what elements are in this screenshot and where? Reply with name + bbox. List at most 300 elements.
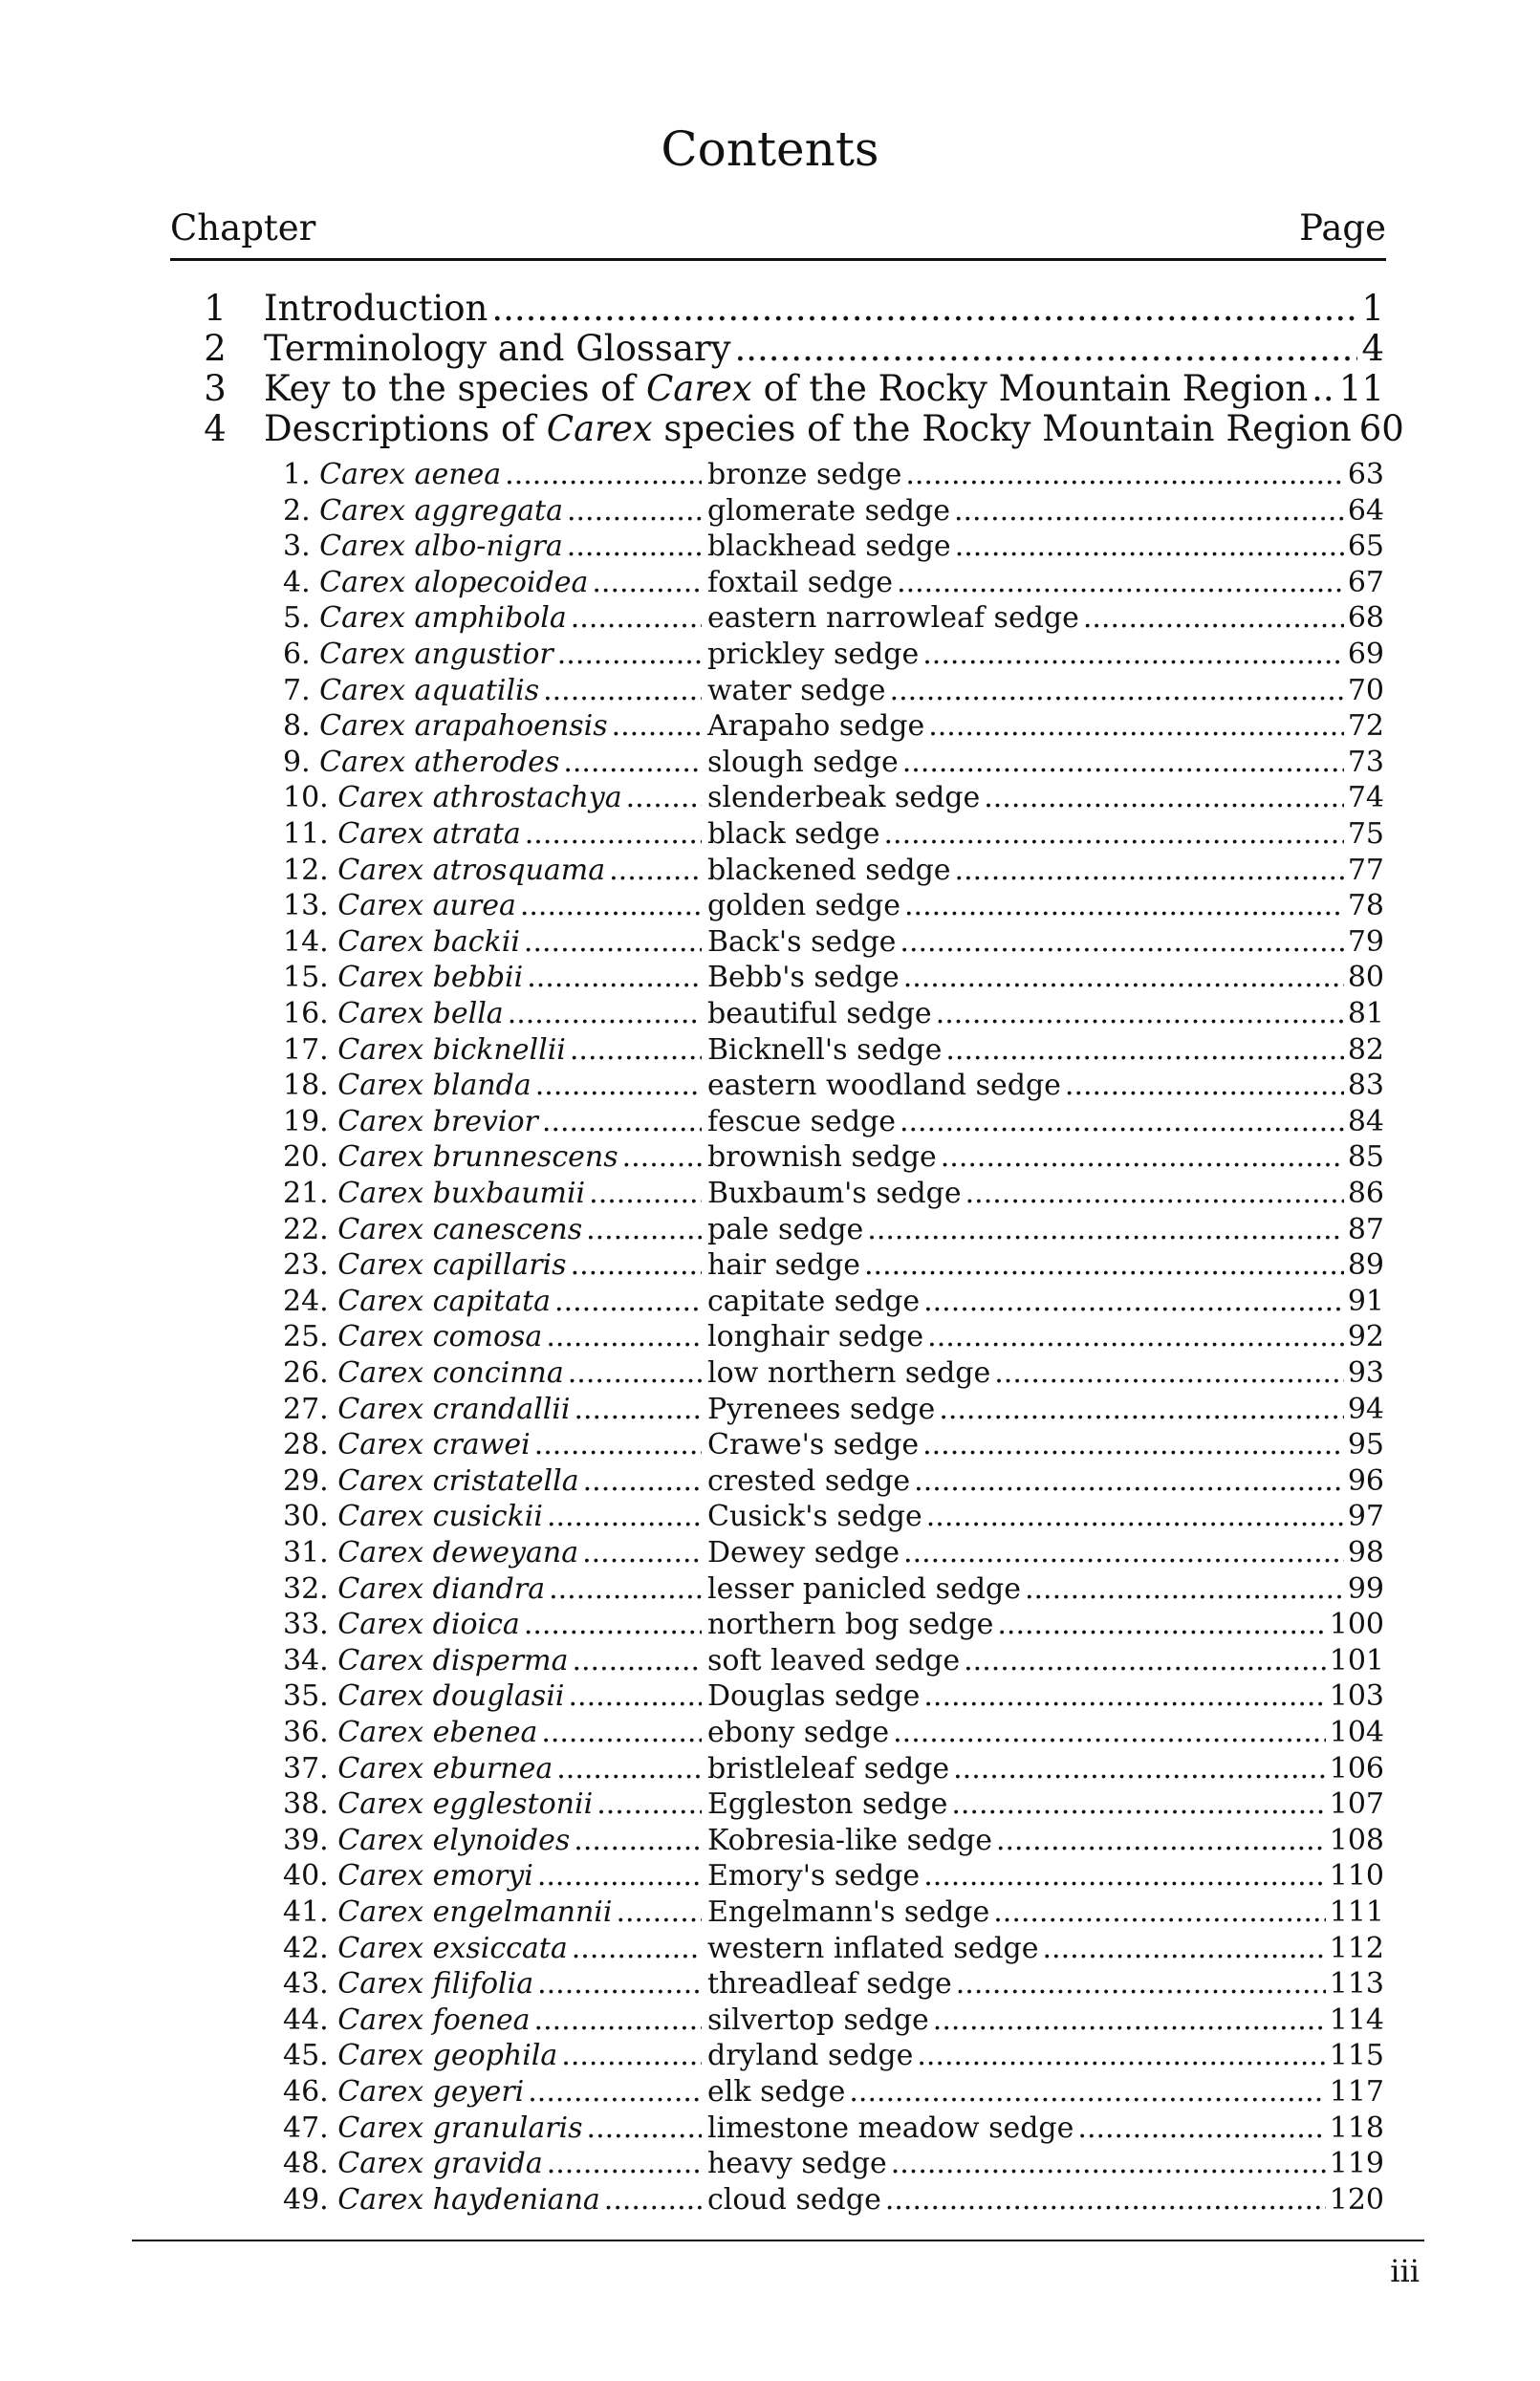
entry-page: 99 — [1347, 1571, 1384, 1606]
scientific-name: Carex aggregata — [319, 493, 563, 528]
entry-number: 35. — [283, 1679, 329, 1714]
dot-leader — [561, 2038, 702, 2074]
dot-leader — [936, 996, 1344, 1032]
scientific-name: Carex haydeniana — [337, 2182, 600, 2217]
entry-page: 86 — [1347, 1177, 1384, 1210]
common-name: limestone meadow sedge — [707, 2110, 1074, 2145]
dot-leader — [951, 1786, 1325, 1823]
chapter-title: Descriptions of Carex species of the Rocky Mountain Region — [264, 408, 1352, 449]
scientific-name: Carex filifolia — [337, 1967, 534, 2002]
entry-page: 117 — [1329, 2075, 1384, 2109]
scientific-name: Carex crawei — [337, 1428, 531, 1462]
dot-leader — [993, 1894, 1325, 1931]
entry-page: 110 — [1329, 1859, 1384, 1894]
dot-leader — [1083, 600, 1344, 637]
species-entry[interactable] — [0, 816, 1540, 853]
common-name: heavy sedge — [707, 2147, 887, 2181]
scientific-name: Carex comosa — [337, 1320, 543, 1354]
species-entry[interactable] — [0, 1355, 1540, 1392]
dot-leader — [927, 1319, 1344, 1355]
common-name: Pyrenees sedge — [707, 1392, 936, 1426]
entry-number: 12. — [283, 853, 329, 887]
scientific-name: Carex arapahoensis — [319, 709, 608, 744]
entry-number: 11. — [283, 817, 329, 851]
dot-leader — [955, 853, 1344, 889]
chapter-row[interactable] — [0, 369, 1540, 409]
species-entry[interactable] — [0, 1535, 1540, 1571]
common-name: low northern sedge — [707, 1356, 991, 1390]
dot-leader — [902, 745, 1344, 781]
dot-leader — [923, 1284, 1344, 1320]
chapter-title: Terminology and Glossary — [264, 328, 731, 369]
species-entry[interactable] — [0, 1499, 1540, 1535]
entry-page: 100 — [1329, 1608, 1384, 1642]
dot-leader — [885, 2182, 1326, 2219]
scientific-name: Carex blanda — [337, 1069, 531, 1103]
entry-page: 84 — [1347, 1104, 1384, 1138]
entry-number: 44. — [283, 2002, 329, 2037]
common-name: eastern woodland sedge — [707, 1069, 1061, 1103]
entry-page: 91 — [1347, 1284, 1384, 1318]
entry-number: 2. — [283, 493, 311, 528]
dot-leader — [922, 637, 1344, 673]
dot-leader — [616, 1894, 702, 1931]
dot-leader — [891, 2146, 1326, 2182]
entry-number: 8. — [283, 709, 311, 744]
scientific-name: Carex atrata — [337, 817, 521, 851]
scientific-name: Carex eburnea — [337, 1751, 553, 1786]
entry-page: 93 — [1347, 1356, 1384, 1390]
entry-page: 118 — [1329, 2110, 1384, 2145]
entry-page: 64 — [1347, 493, 1384, 528]
dot-leader — [571, 1247, 702, 1284]
common-name: golden sedge — [707, 889, 900, 923]
dot-leader — [735, 329, 1358, 369]
entry-page: 85 — [1347, 1140, 1384, 1175]
common-name: Crawe's sedge — [707, 1428, 920, 1462]
species-entry[interactable] — [0, 1678, 1540, 1715]
scientific-name: Carex canescens — [337, 1212, 583, 1246]
scientific-name: Carex deweyana — [337, 1536, 579, 1569]
entry-number: 41. — [283, 1895, 329, 1929]
species-entry[interactable] — [0, 780, 1540, 816]
chapter-title: Introduction — [264, 288, 488, 329]
dot-leader — [571, 600, 702, 637]
species-entry[interactable] — [0, 1284, 1540, 1320]
common-name: Eggleston sedge — [707, 1787, 948, 1822]
entry-number: 16. — [283, 997, 329, 1030]
species-entry[interactable] — [0, 924, 1540, 961]
species-entry[interactable] — [0, 565, 1540, 601]
scientific-name: Carex bebbii — [337, 961, 524, 995]
dot-leader — [563, 745, 702, 781]
footer-rule — [132, 2240, 1424, 2241]
species-entry[interactable] — [0, 1068, 1540, 1104]
entry-page: 77 — [1347, 853, 1384, 887]
entry-number: 40. — [283, 1859, 329, 1894]
common-name: silvertop sedge — [707, 2002, 929, 2037]
species-entry[interactable] — [0, 1643, 1540, 1679]
dot-leader — [534, 1427, 702, 1463]
entry-page: 115 — [1329, 2039, 1384, 2073]
scientific-name: Carex disperma — [337, 1643, 569, 1678]
entry-page: 107 — [1329, 1787, 1384, 1822]
entry-number: 4. — [283, 565, 311, 599]
species-entry[interactable] — [0, 1823, 1540, 1859]
dot-leader — [546, 1319, 702, 1355]
species-entry[interactable] — [0, 1607, 1540, 1643]
dot-leader — [1065, 1068, 1344, 1104]
entry-page: 68 — [1347, 601, 1384, 636]
dot-leader — [505, 457, 702, 493]
entry-number: 17. — [283, 1032, 329, 1067]
entry-number: 45. — [283, 2039, 329, 2073]
common-name: northern bog sedge — [707, 1608, 994, 1642]
entry-number: 14. — [283, 924, 329, 959]
dot-leader — [527, 960, 702, 996]
entry-page: 103 — [1329, 1679, 1384, 1714]
entry-page: 94 — [1347, 1392, 1384, 1426]
dot-leader — [905, 457, 1343, 493]
entry-page: 83 — [1347, 1069, 1384, 1103]
species-entry[interactable] — [0, 493, 1540, 530]
scientific-name: Carex brunnescens — [337, 1140, 618, 1175]
species-entry[interactable] — [0, 1139, 1540, 1176]
entry-page: 119 — [1329, 2147, 1384, 2181]
dot-leader — [541, 1715, 702, 1751]
common-name: Back's sedge — [707, 924, 897, 959]
dot-leader — [567, 493, 702, 530]
species-entry[interactable] — [0, 996, 1540, 1032]
chapter-page: 4 — [1361, 328, 1384, 369]
species-entry[interactable] — [0, 673, 1540, 709]
common-name: beautiful sedge — [707, 997, 932, 1030]
species-entry[interactable] — [0, 1463, 1540, 1500]
chapter-row[interactable] — [0, 289, 1540, 329]
common-name: threadleaf sedge — [707, 1967, 952, 2002]
scientific-name: Carex concinna — [337, 1356, 564, 1390]
dot-leader — [574, 1392, 702, 1428]
entry-page: 72 — [1347, 709, 1384, 744]
entry-number: 20. — [283, 1140, 329, 1175]
scientific-name: Carex exsiccata — [337, 1931, 568, 1965]
entry-number: 31. — [283, 1536, 329, 1569]
dot-leader — [572, 1931, 702, 1967]
scientific-name: Carex angustior — [319, 638, 553, 671]
entry-number: 39. — [283, 1823, 329, 1857]
scientific-name: Carex aurea — [337, 889, 516, 923]
common-name: slenderbeak sedge — [707, 781, 981, 815]
entry-number: 48. — [283, 2147, 329, 2181]
chapter-number: 2 — [204, 328, 227, 369]
common-name: cloud sedge — [707, 2182, 881, 2217]
scientific-name: Carex engelmannii — [337, 1895, 613, 1929]
entry-number: 43. — [283, 1967, 329, 2002]
entry-number: 21. — [283, 1177, 329, 1210]
dot-leader — [893, 1715, 1326, 1751]
entry-number: 36. — [283, 1716, 329, 1749]
species-entry[interactable] — [0, 2110, 1540, 2147]
common-name: crested sedge — [707, 1463, 911, 1498]
common-name: water sedge — [707, 673, 886, 707]
entry-number: 3. — [283, 530, 311, 564]
species-entry[interactable] — [0, 600, 1540, 637]
common-name: glomerate sedge — [707, 493, 950, 528]
species-entry[interactable] — [0, 1032, 1540, 1069]
dot-leader — [586, 1212, 702, 1248]
common-name: Bicknell's sedge — [707, 1032, 943, 1067]
entry-number: 19. — [283, 1104, 329, 1138]
common-name: prickley sedge — [707, 638, 920, 671]
dot-leader — [926, 1499, 1344, 1535]
entry-page: 112 — [1329, 1931, 1384, 1965]
scientific-name: Carex diandra — [337, 1571, 546, 1606]
dot-leader — [535, 1068, 702, 1104]
entry-page: 79 — [1347, 924, 1384, 959]
scientific-name: Carex geyeri — [337, 2075, 525, 2109]
species-entry[interactable] — [0, 2074, 1540, 2110]
species-entry[interactable] — [0, 2038, 1540, 2074]
chapter-column-label: Chapter — [170, 207, 316, 249]
chapter-page: 60 — [1358, 408, 1404, 449]
common-name: pale sedge — [707, 1212, 864, 1246]
common-name: Douglas sedge — [707, 1679, 921, 1714]
species-entry[interactable] — [0, 1427, 1540, 1463]
dot-leader — [1312, 369, 1335, 409]
scientific-name: Carex egglestonii — [337, 1787, 594, 1822]
species-entry[interactable] — [0, 1176, 1540, 1212]
dot-leader — [542, 1104, 702, 1140]
scientific-name: Carex foenea — [337, 2002, 531, 2037]
species-entry[interactable] — [0, 1247, 1540, 1284]
dot-leader — [520, 888, 702, 924]
common-name: Bebb's sedge — [707, 961, 900, 995]
species-entry[interactable] — [0, 1392, 1540, 1428]
scientific-name: Carex brevior — [337, 1104, 538, 1138]
dot-leader — [491, 289, 1357, 329]
common-name: bristleleaf sedge — [707, 1751, 950, 1786]
dot-leader — [570, 1032, 702, 1069]
species-entry[interactable] — [0, 1751, 1540, 1787]
entry-number: 38. — [283, 1787, 329, 1822]
entry-page: 74 — [1347, 781, 1384, 815]
entry-page: 65 — [1347, 530, 1384, 564]
dot-leader — [945, 1032, 1343, 1069]
scientific-name: Carex bella — [337, 997, 504, 1030]
dot-leader — [587, 2110, 702, 2147]
scientific-name: Carex granularis — [337, 2110, 583, 2145]
scientific-name: Carex alopecoidea — [319, 565, 589, 599]
common-name: lesser panicled sedge — [707, 1571, 1021, 1606]
dot-leader — [554, 1284, 702, 1320]
species-entry[interactable] — [0, 853, 1540, 889]
dot-leader — [567, 529, 702, 565]
species-entry[interactable] — [0, 960, 1540, 996]
entry-number: 23. — [283, 1248, 329, 1283]
entry-page: 111 — [1329, 1895, 1384, 1929]
entry-number: 47. — [283, 2110, 329, 2145]
chapter-row[interactable] — [0, 409, 1540, 449]
dot-leader — [622, 1139, 702, 1176]
dot-leader — [955, 529, 1344, 565]
entry-page: 80 — [1347, 961, 1384, 995]
common-name: capitate sedge — [707, 1284, 921, 1318]
entry-number: 1. — [283, 458, 311, 491]
scientific-name: Carex aquatilis — [319, 673, 540, 707]
dot-leader — [994, 1355, 1344, 1392]
dot-leader — [954, 493, 1344, 530]
entry-number: 18. — [283, 1069, 329, 1103]
entry-page: 95 — [1347, 1428, 1384, 1462]
species-entry[interactable] — [0, 637, 1540, 673]
entry-number: 22. — [283, 1212, 329, 1246]
entry-page: 96 — [1347, 1463, 1384, 1498]
dot-leader — [939, 1392, 1344, 1428]
common-name: Emory's sedge — [707, 1859, 921, 1894]
dot-leader — [524, 924, 702, 961]
entry-number: 34. — [283, 1643, 329, 1678]
dot-leader — [574, 1823, 702, 1859]
entry-number: 13. — [283, 889, 329, 923]
chapter-number: 4 — [204, 408, 227, 449]
dot-leader — [864, 1247, 1344, 1284]
dot-leader — [525, 816, 702, 853]
species-entry[interactable] — [0, 1715, 1540, 1751]
dot-leader — [890, 673, 1344, 709]
species-entry[interactable] — [0, 888, 1540, 924]
dot-leader — [543, 673, 702, 709]
common-name: Arapaho sedge — [707, 709, 925, 744]
species-entry[interactable] — [0, 1212, 1540, 1248]
scientific-name: Carex ebenea — [337, 1716, 538, 1749]
entry-number: 26. — [283, 1356, 329, 1390]
entry-number: 42. — [283, 1931, 329, 1965]
entry-number: 46. — [283, 2075, 329, 2109]
scientific-name: Carex buxbaumii — [337, 1177, 586, 1210]
dot-leader — [900, 1104, 1344, 1140]
common-name: western inflated sedge — [707, 1931, 1039, 1965]
species-entry[interactable] — [0, 2002, 1540, 2039]
species-entry[interactable] — [0, 745, 1540, 781]
common-name: elk sedge — [707, 2075, 846, 2109]
chapter-row[interactable] — [0, 329, 1540, 369]
dot-leader — [537, 1966, 702, 2002]
dot-leader — [923, 1858, 1326, 1894]
dot-leader — [547, 2146, 702, 2182]
species-entry[interactable] — [0, 529, 1540, 565]
entry-page: 106 — [1329, 1751, 1384, 1786]
common-name: Cusick's sedge — [707, 1500, 922, 1534]
common-name: foxtail sedge — [707, 565, 894, 599]
chapter-number: 1 — [204, 288, 227, 329]
species-entry[interactable] — [0, 1858, 1540, 1894]
common-name: eastern narrowleaf sedge — [707, 601, 1079, 636]
common-name: Buxbaum's sedge — [707, 1177, 962, 1210]
entry-page: 69 — [1347, 638, 1384, 671]
entry-page: 108 — [1329, 1823, 1384, 1857]
entry-page: 75 — [1347, 817, 1384, 851]
common-name: bronze sedge — [707, 458, 902, 491]
dot-leader — [626, 780, 702, 816]
entry-page: 120 — [1329, 2182, 1384, 2217]
species-entry[interactable] — [0, 1786, 1540, 1823]
species-entry[interactable] — [0, 1571, 1540, 1608]
entry-number: 49. — [283, 2182, 329, 2217]
species-entry[interactable] — [0, 1894, 1540, 1931]
species-entry[interactable] — [0, 2182, 1540, 2219]
dot-leader — [997, 1607, 1325, 1643]
species-entry[interactable] — [0, 1319, 1540, 1355]
dot-leader — [572, 1643, 702, 1679]
scientific-name: Carex backii — [337, 924, 520, 959]
scientific-name: Carex capillaris — [337, 1248, 567, 1283]
chapter-page: 1 — [1361, 288, 1384, 329]
species-entry[interactable] — [0, 457, 1540, 493]
dot-leader — [556, 1751, 702, 1787]
species-entry[interactable] — [0, 1966, 1540, 2002]
entry-page: 104 — [1329, 1716, 1384, 1749]
common-name: longhair sedge — [707, 1320, 924, 1354]
species-entry[interactable] — [0, 2146, 1540, 2182]
common-name: black sedge — [707, 817, 880, 851]
dot-leader — [557, 637, 702, 673]
common-name: brownish sedge — [707, 1140, 937, 1175]
chapter-number: 3 — [204, 368, 227, 409]
common-name: slough sedge — [707, 745, 899, 779]
entry-number: 29. — [283, 1463, 329, 1498]
species-entry[interactable] — [0, 708, 1540, 745]
dot-leader — [583, 1463, 702, 1500]
entry-number: 37. — [283, 1751, 329, 1786]
dot-leader — [928, 708, 1344, 745]
species-entry[interactable] — [0, 1931, 1540, 1967]
entry-page: 63 — [1347, 458, 1384, 491]
dot-leader — [903, 960, 1344, 996]
common-name: dryland sedge — [707, 2039, 914, 2073]
dot-leader — [965, 1176, 1344, 1212]
entry-page: 67 — [1347, 565, 1384, 599]
dot-leader — [922, 1427, 1344, 1463]
dot-leader — [923, 1678, 1325, 1715]
scientific-name: Carex capitata — [337, 1284, 552, 1318]
entry-page: 113 — [1329, 1967, 1384, 2002]
species-entry[interactable] — [0, 1104, 1540, 1140]
dot-leader — [582, 1535, 702, 1571]
entry-page: 97 — [1347, 1500, 1384, 1534]
entry-number: 28. — [283, 1428, 329, 1462]
dot-leader — [537, 1858, 702, 1894]
dot-leader — [914, 1463, 1344, 1500]
entry-number: 5. — [283, 601, 311, 636]
common-name: blackened sedge — [707, 853, 951, 887]
entry-page: 87 — [1347, 1212, 1384, 1246]
dot-leader — [547, 1499, 702, 1535]
dot-leader — [867, 1212, 1344, 1248]
entry-number: 25. — [283, 1320, 329, 1354]
entry-page: 98 — [1347, 1536, 1384, 1569]
dot-leader — [549, 1571, 702, 1608]
scientific-name: Carex aenea — [319, 458, 502, 491]
scientific-name: Carex atrosquama — [337, 853, 606, 887]
page-title: Contents — [661, 121, 879, 177]
page-number: iii — [1390, 2253, 1420, 2289]
entry-number: 30. — [283, 1500, 329, 1534]
common-name: fescue sedge — [707, 1104, 896, 1138]
common-name: ebony sedge — [707, 1716, 890, 1749]
scientific-name: Carex bicknellii — [337, 1032, 566, 1067]
dot-leader — [897, 565, 1344, 601]
entry-page: 70 — [1347, 673, 1384, 707]
